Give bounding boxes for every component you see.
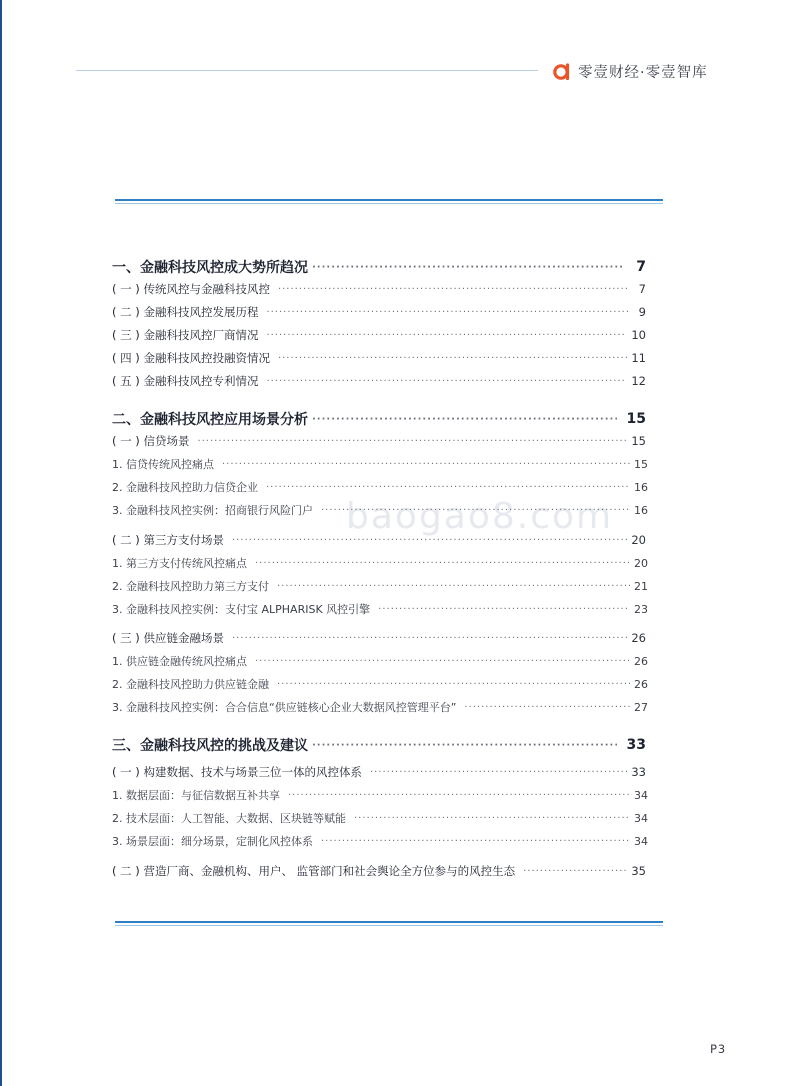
toc-entry[interactable] — [112, 831, 646, 851]
toc-entry-page: 34 — [634, 834, 648, 848]
toc-entry[interactable] — [112, 674, 646, 694]
toc-entry[interactable] — [112, 477, 646, 497]
toc-entry-label: 3. 场景层面：细分场景，定制化风控体系 — [112, 835, 313, 848]
toc-leader-dots — [312, 414, 617, 425]
page-number: P3 — [710, 1042, 727, 1056]
toc-entry-label: ( 三 ) 金融科技风控厂商情况 — [112, 328, 259, 342]
toc-entry-label: ( 五 ) 金融科技风控专利情况 — [112, 374, 259, 388]
toc-entry-page: 33 — [631, 765, 646, 779]
toc-entry[interactable] — [112, 371, 646, 391]
toc-bottom-border — [115, 921, 663, 926]
toc-entry[interactable] — [112, 431, 646, 451]
toc-entry-page: 7 — [636, 259, 646, 275]
toc-entry-label: 1. 第三方支付传统风控痛点 — [112, 557, 247, 570]
toc-entry-label: ( 一 ) 信贷场景 — [112, 434, 190, 448]
toc-entry-label: ( 二 ) 第三方支付场景 — [112, 533, 224, 547]
toc-entry-label: ( 三 ) 供应链金融场景 — [112, 631, 224, 645]
toc-leader-dots — [197, 436, 627, 447]
toc-entry-page: 15 — [631, 434, 646, 448]
toc-leader-dots — [354, 813, 630, 824]
toc-entry-label: 2. 金融科技风控助力信贷企业 — [112, 481, 258, 494]
toc-entry-page: 15 — [626, 411, 646, 427]
toc-leader-dots — [278, 353, 627, 364]
toc-entry-label: 二、金融科技风控应用场景分析 — [112, 412, 308, 428]
toc-entry-page: 12 — [631, 374, 646, 388]
toc-entry-page: 10 — [631, 328, 646, 342]
toc-entry[interactable] — [112, 255, 646, 279]
toc-entry[interactable] — [112, 628, 646, 648]
toc-entry-page: 7 — [638, 282, 646, 296]
toc-entry-page: 23 — [634, 602, 648, 616]
toc-entry[interactable] — [112, 279, 646, 299]
toc-entry[interactable] — [112, 733, 646, 757]
toc-entry-page: 20 — [634, 556, 648, 570]
toc-entry-label: 1. 信贷传统风控痛点 — [112, 458, 214, 471]
toc-entry[interactable] — [112, 697, 646, 717]
left-edge-bar — [0, 0, 2, 1086]
toc-entry-page: 33 — [626, 737, 646, 753]
header-rule — [76, 70, 538, 71]
toc-leader-dots — [277, 679, 630, 690]
toc-entry-label: ( 一 ) 传统风控与金融科技风控 — [112, 282, 270, 296]
toc-entry-page: 21 — [634, 579, 648, 593]
toc-leader-dots — [255, 656, 630, 667]
toc-entry[interactable] — [112, 576, 646, 596]
toc-entry-label: 1. 数据层面：与征信数据互补共享 — [112, 789, 280, 802]
toc-entry[interactable] — [112, 302, 646, 322]
toc-entry[interactable] — [112, 808, 646, 828]
toc-entry-label: 三、金融科技风控的挑战及建议 — [112, 738, 308, 754]
toc-entry-label: ( 二 ) 金融科技风控发展历程 — [112, 305, 259, 319]
toc-top-border — [115, 199, 663, 204]
toc-entry-page: 16 — [634, 480, 648, 494]
toc-entry-label: 2. 金融科技风控助力供应链金融 — [112, 678, 269, 691]
toc-leader-dots — [278, 284, 628, 295]
toc-entry-page: 20 — [631, 533, 646, 547]
toc-entry-page: 34 — [634, 811, 648, 825]
toc-leader-dots — [222, 459, 630, 470]
toc-leader-dots — [255, 558, 630, 569]
brand-name: 零壹财经·零壹智库 — [578, 64, 708, 81]
toc-leader-dots — [378, 604, 630, 615]
toc-entry-label: ( 四 ) 金融科技风控投融资情况 — [112, 351, 270, 365]
toc-entry-label: 1. 供应链金融传统风控痛点 — [112, 655, 247, 668]
toc-entry[interactable] — [112, 454, 646, 474]
toc-leader-dots — [312, 740, 617, 751]
toc-leader-dots — [266, 307, 628, 318]
toc-leader-dots — [266, 376, 627, 387]
toc-leader-dots — [321, 505, 630, 516]
toc-entry-label: 3. 金融科技风控实例：支付宝 ALPHARISK 风控引擎 — [112, 603, 371, 616]
toc-entry-page: 26 — [631, 631, 646, 645]
toc-entry-page: 34 — [634, 788, 648, 802]
toc-entry[interactable] — [112, 651, 646, 671]
toc-entry[interactable] — [112, 599, 646, 619]
toc-leader-dots — [523, 866, 627, 877]
toc-entry-page: 26 — [634, 654, 648, 668]
toc-entry-page: 27 — [634, 700, 648, 714]
toc-leader-dots — [232, 633, 627, 644]
toc-entry[interactable] — [112, 348, 646, 368]
brand — [552, 59, 708, 83]
toc-leader-dots — [266, 330, 627, 341]
toc-leader-dots — [464, 702, 630, 713]
toc-entry-page: 26 — [634, 677, 648, 691]
toc-leader-dots — [321, 836, 630, 847]
toc-entry-label: 2. 金融科技风控助力第三方支付 — [112, 580, 269, 593]
toc-entry-page: 35 — [631, 864, 646, 878]
toc-leader-dots — [288, 790, 630, 801]
toc-entry-page: 15 — [634, 457, 648, 471]
toc-entry-label: ( 二 ) 营造厂商、金融机构、用户、 监管部门和社会舆论全方位参与的风控生态 — [112, 864, 516, 878]
toc-entry[interactable] — [112, 407, 646, 431]
toc-entry-page: 16 — [634, 503, 648, 517]
toc-entry[interactable] — [112, 785, 646, 805]
toc-entry-label: 3. 金融科技风控实例：招商银行风险门户 — [112, 504, 313, 517]
toc-leader-dots — [370, 767, 627, 778]
toc-leader-dots — [232, 535, 627, 546]
toc-entry[interactable] — [112, 530, 646, 550]
toc-entry-page: 11 — [631, 351, 646, 365]
toc-entry-label: 3. 金融科技风控实例：合合信息“供应链核心企业大数据风控管理平台” — [112, 701, 457, 714]
toc-entry-label: ( 一 ) 构建数据、技术与场景三位一体的风控体系 — [112, 765, 362, 779]
toc-entry[interactable] — [112, 325, 646, 345]
toc-entry-label: 2. 技术层面：人工智能、大数据、区块链等赋能 — [112, 812, 346, 825]
toc-leader-dots — [266, 482, 630, 493]
toc-entry[interactable] — [112, 500, 646, 520]
toc-entry[interactable] — [112, 861, 646, 881]
watermark: baogao8.com — [346, 496, 614, 537]
toc-entry[interactable] — [112, 762, 646, 782]
brand-logo-icon — [552, 61, 572, 81]
toc-entry-label: 一、金融科技风控成大势所趋况 — [112, 260, 308, 276]
toc-entry-page: 9 — [638, 305, 646, 319]
toc-leader-dots — [312, 262, 622, 273]
toc-leader-dots — [277, 581, 630, 592]
toc-entry[interactable] — [112, 553, 646, 573]
